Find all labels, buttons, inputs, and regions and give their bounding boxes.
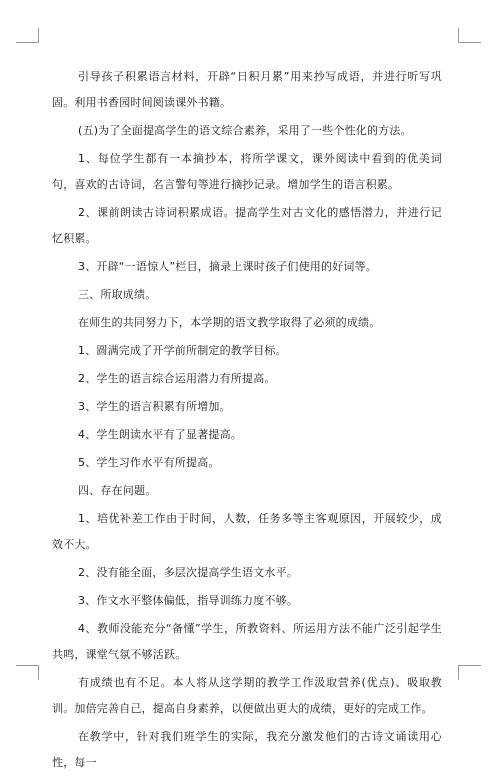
crop-mark-top-right bbox=[458, 28, 481, 43]
paragraph: 2、课前朗读古诗词积累成语。提高学生对古文化的感悟潜力，并进行记忆积累。 bbox=[52, 206, 442, 245]
list-item: 1、培优补差工作由于时间，人数，任务多等主客观原因，开展较少，成效不大。 bbox=[52, 512, 442, 551]
crop-mark-bottom-left bbox=[16, 665, 39, 680]
list-item: 3、作文水平整体偏低，指导训练力度不够。 bbox=[78, 594, 298, 607]
paragraph: 引导孩子积累语言材料，开辟“日积月累”用来抄写成语，并进行听写巩固。利用书香园时间阅读课外书籍。 bbox=[52, 70, 442, 109]
document-body bbox=[52, 64, 442, 778]
section-heading: 三、所取成绩。 bbox=[78, 288, 157, 301]
list-item: 3、学生的语言积累有所增加。 bbox=[78, 400, 231, 413]
crop-mark-bottom-right bbox=[458, 665, 481, 680]
crop-mark-top-left bbox=[16, 28, 39, 43]
paragraph: 1、每位学生都有一本摘抄本，将所学课文，课外阅读中看到的优美词句，喜欢的古诗词，名言警句等进行摘抄记录。增加学生的语言积累。 bbox=[52, 152, 442, 191]
paragraph: 有成绩也有不足。本人将从这学期的教学工作汲取营养(优点)、吸取教训。加倍完善自己，提高自身素养，以便做出更大的成绩，更好的完成工作。 bbox=[52, 676, 442, 715]
paragraph: (五)为了全面提高学生的语文综合素养，采用了一些个性化的方法。 bbox=[78, 124, 412, 137]
section-heading: 四、存在问题。 bbox=[78, 484, 157, 497]
list-item: 4、教师没能充分“备懂”学生，所教资料、所运用方法不能广泛引起学生共鸣，课堂气氛不够活跃。 bbox=[52, 622, 442, 661]
list-item: 2、学生的语言综合运用潜力有所提高。 bbox=[78, 372, 276, 385]
list-item: 2、没有能全面，多层次提高学生语文水平。 bbox=[78, 566, 298, 579]
list-item: 5、学生习作水平有所提高。 bbox=[78, 456, 220, 469]
paragraph: 在师生的共同努力下，本学期的语文教学取得了必须的成绩。 bbox=[78, 316, 381, 329]
list-item: 1、圆满完成了开学前所制定的教学目标。 bbox=[78, 344, 287, 357]
paragraph: 在教学中，针对我们班学生的实际，我充分激发他们的古诗文诵读用心性，每一 bbox=[52, 730, 442, 769]
paragraph: 3、开辟“一语惊人”栏目，摘录上课时孩子们使用的好词等。 bbox=[78, 260, 377, 273]
list-item: 4、学生朗读水平有了显著提高。 bbox=[78, 428, 242, 441]
